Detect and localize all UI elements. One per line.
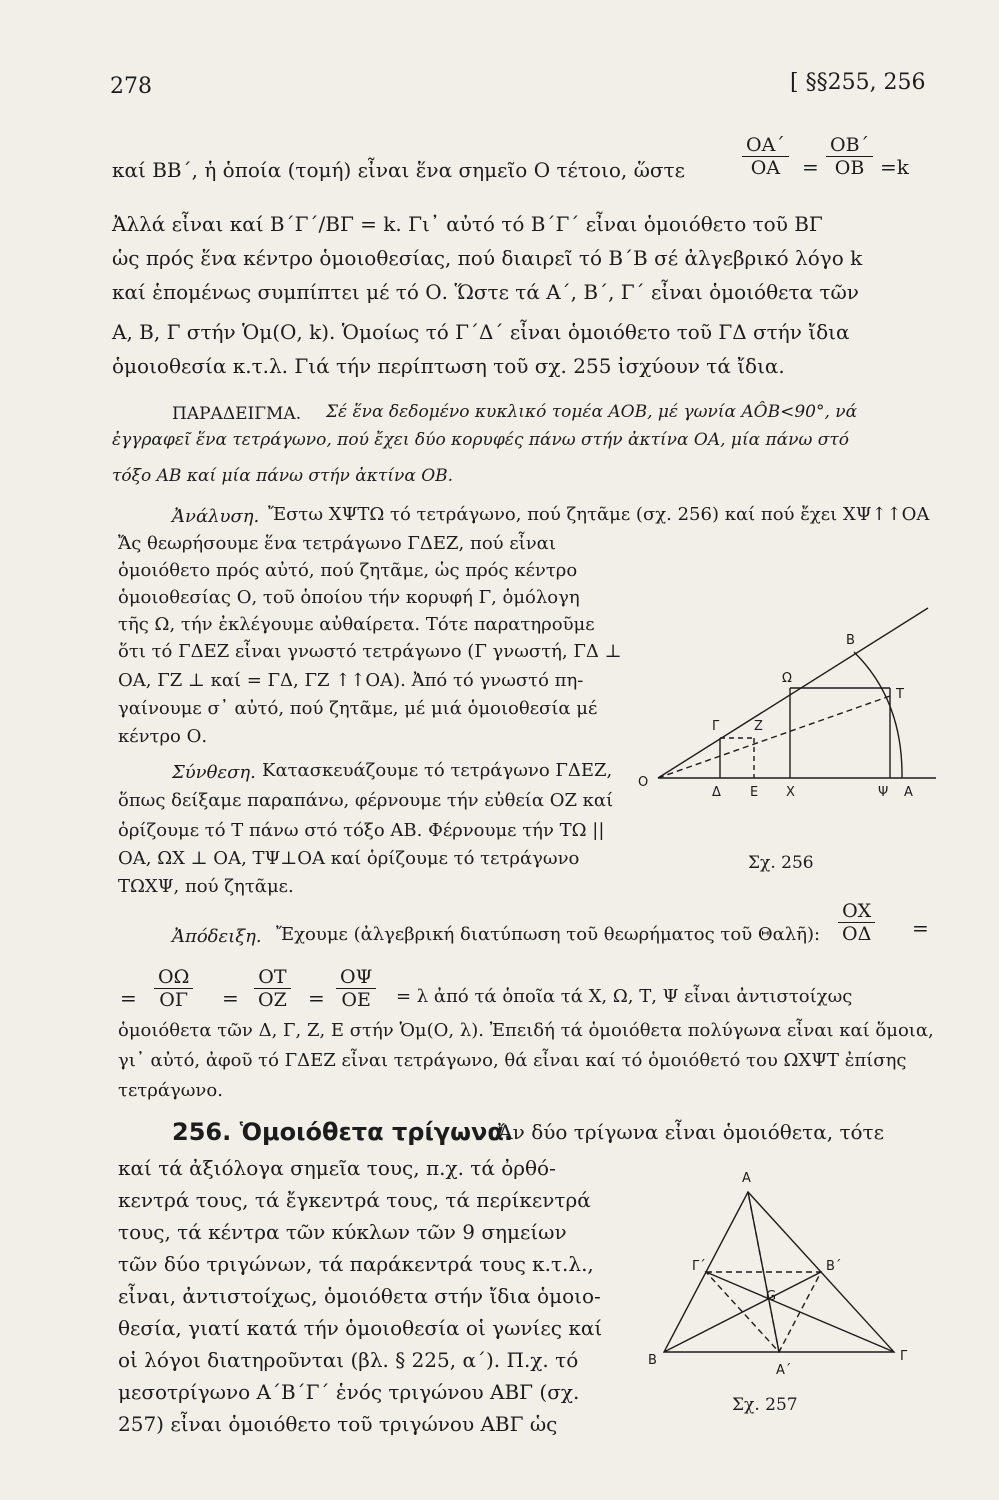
proof-label: Ἀπόδειξη. xyxy=(172,926,262,947)
label-g: Γ xyxy=(900,1349,908,1364)
synthesis-line-5: ΤΩΧΨ, πού ζητᾶμε. xyxy=(118,876,294,897)
analysis-line-9: κέντρο Ο. xyxy=(118,726,208,747)
section-256-heading: 256. Ὁμοιόθετα τρίγωνα. xyxy=(172,1118,513,1146)
section-256-line-6: εἶναι, ἀντιστοίχως, ὁμοιόθετα στήν ἴδια ὁμοιο- xyxy=(118,1284,601,1308)
top-line-5: Α, Β, Γ στήν Ὁμ(Ο, k). Ὁμοίως τό Γ΄Δ΄ εἶναι ὁμοιόθετο τοῦ ΓΔ στήν ἴδια xyxy=(112,320,850,344)
section-256-line-4: τους, τά κέντρα τῶν κύκλων τῶν 9 σημείων xyxy=(118,1220,567,1244)
example-line-1: Σέ ἕνα δεδομένο κυκλικό τομέα ΑΟΒ, μέ γωνία ΑÔΒ<90°, νά xyxy=(326,402,858,422)
equals-sign: = xyxy=(912,916,929,940)
synthesis-label: Σύνθεση. xyxy=(172,762,256,783)
top-line-2: Ἀλλά εἶναι καί Β΄Γ΄/ΒΓ = k. Γι᾽ αὐτό τό Β΄Γ΄ εἶναι ὁμοιόθετο τοῦ ΒΓ xyxy=(112,212,823,236)
section-256-line-1: Ἄν δύο τρίγωνα εἶναι ὁμοιόθετα, τότε xyxy=(498,1120,884,1144)
analysis-line-7: ΟΑ, ΓΖ ⊥ καί = ΓΔ, ΓΖ ↑↑ΟΑ). Ἀπό τό γνωστό πη- xyxy=(118,670,584,691)
line-oz xyxy=(658,696,890,778)
label-d: Δ xyxy=(712,785,721,800)
top-line-6: ὁμοιοθεσία κ.τ.λ. Γιά τήν περίπτωση τοῦ σχ. 255 ἰσχύουν τά ἴδια. xyxy=(112,354,785,378)
proof-line-4: γι᾽ αὐτό, ἀφοῦ τό ΓΔΕΖ εἶναι τετράγωνο, θά εἶναι καί τό ὁμοιόθετό του ΩΧΨΤ ἐπίσης xyxy=(118,1050,907,1071)
median-g xyxy=(706,1272,894,1352)
analysis-line-6: ὅτι τό ΓΔΕΖ εἶναι γνωστό τετράγωνο (Γ γνωστή, ΓΔ ⊥ xyxy=(118,641,622,662)
label-o: Ο xyxy=(638,775,649,790)
analysis-line-5: τῆς Ω, τήν ἐκλέγουμε αὐθαίρετα. Τότε παρατηροῦμε xyxy=(118,614,595,635)
synthesis-line-4: ΟΑ, ΩΧ ⊥ ΟΑ, ΤΨ⊥ΟΑ καί ὁρίζουμε τό τετράγωνο xyxy=(118,848,580,869)
fraction-opsi-oe: $\frac{O\Psi}{OE}$ xyxy=(336,966,376,1011)
proof-line-5: τετράγωνο. xyxy=(118,1080,223,1101)
figure-257 xyxy=(636,1160,926,1420)
label-t: Τ xyxy=(896,687,904,702)
section-256-line-8: οἱ λόγοι διατηροῦνται (βλ. § 225, α΄). Π.χ. τό xyxy=(118,1348,579,1372)
proof-line-1: Ἔχουμε (ἀλγεβρική διατύπωση τοῦ θεωρήματος τοῦ Θαλῆ): xyxy=(276,924,821,945)
radius-ob xyxy=(658,608,928,778)
example-line-3: τόξο ΑΒ καί μία πάνω στήν ἀκτίνα ΟΒ. xyxy=(112,466,454,486)
fraction-ob: $\frac{OB΄}{OB}$ xyxy=(826,134,873,179)
section-256-line-9: μεσοτρίγωνο Α΄Β΄Γ΄ ἑνός τριγώνου ΑΒΓ (σχ. xyxy=(118,1380,580,1404)
top-line-1: καί ΒΒ΄, ἡ ὁποία (τομή) εἶναι ἕνα σημεῖο Ο τέτοιο, ὥστε xyxy=(112,158,685,182)
example-line-2: ἐγγραφεῖ ἕνα τετράγωνο, πού ἔχει δύο κορυφές πάνω στήν ἀκτίνα ΟΑ, μία πάνω στό xyxy=(112,430,850,450)
analysis-line-4: ὁμοιοθεσίας Ο, τοῦ ὁποίου τήν κορυφή Γ, ὁμόλογη xyxy=(118,587,580,608)
label-a: Α xyxy=(742,1171,751,1186)
analysis-line-2: Ἄς θεωρήσουμε ἕνα τετράγωνο ΓΔΕΖ, πού εἶναι xyxy=(118,533,556,554)
label-centroid: G xyxy=(766,1289,777,1304)
section-256-line-5: τῶν δύο τριγώνων, τά παράκεντρά τους κ.τ.λ., xyxy=(118,1252,594,1276)
section-256-line-3: κεντρά τους, τά ἔγκεντρά τους, τά περίκεντρά xyxy=(118,1188,591,1212)
caption-257: Σχ. 257 xyxy=(732,1395,798,1415)
medial-triangle xyxy=(706,1272,821,1352)
arc-ab xyxy=(854,652,902,778)
page-number: 278 xyxy=(110,74,152,99)
label-a: Α xyxy=(904,785,913,800)
label-psi: Ψ xyxy=(878,785,889,800)
synthesis-line-3: ὁρίζουμε τό Τ πάνω στό τόξο ΑΒ. Φέρνουμε τήν ΤΩ || xyxy=(118,820,605,841)
fraction-oa: $\frac{OA΄}{OA}$ xyxy=(742,134,789,179)
fraction-ot-oz: $\frac{OT}{OZ}$ xyxy=(254,966,291,1011)
median-b xyxy=(664,1272,821,1352)
label-e: Ε xyxy=(750,785,759,800)
analysis-line-3: ὁμοιόθετο πρός αὐτό, πού ζητᾶμε, ὡς πρός κέντρο xyxy=(118,560,578,581)
label-x: Χ xyxy=(786,785,795,800)
label-b1: Β΄ xyxy=(826,1259,842,1274)
synthesis-line-2: ὅπως δείξαμε παραπάνω, φέρνουμε τήν εὐθεία ΟΖ καί xyxy=(118,790,614,811)
fraction-ox-od: $\frac{OX}{O\Delta}$ xyxy=(838,900,875,945)
caption-256: Σχ. 256 xyxy=(748,853,814,873)
equals-k: =k xyxy=(880,155,909,179)
analysis-line-8: γαίνουμε σ᾽ αὐτό, πού ζητᾶμε, μέ μιά ὁμοιοθεσία μέ xyxy=(118,698,598,719)
analysis-line-1: Ἔστω ΧΨΤΩ τό τετράγωνο, πού ζητᾶμε (σχ. 256) καί πού ἔχει ΧΨ↑↑ΟΑ xyxy=(268,504,930,525)
section-256-line-10: 257) εἶναι ὁμοιόθετο τοῦ τριγώνου ΑΒΓ ὡς xyxy=(118,1412,558,1436)
synthesis-line-1: Κατασκευάζουμε τό τετράγωνο ΓΔΕΖ, xyxy=(262,760,613,781)
proof-line-3: ὁμοιόθετα τῶν Δ, Γ, Ζ, Ε στήν Ὁμ(Ο, λ). Ἐπειδή τά ὁμοιόθετα πολύγωνα εἶναι καί ὅμοια, xyxy=(118,1020,934,1041)
section-256-line-2: καί τά ἀξιόλογα σημεῖα τους, π.χ. τά ὀρθό- xyxy=(118,1156,556,1180)
top-line-3: ὡς πρός ἕνα κέντρο ὁμοιοθεσίας, πού διαιρεῖ τό Β΄Β σέ ἀλγεβρικό λόγο k xyxy=(112,246,863,270)
section-256-line-7: θεσία, γιατί κατά τήν ὁμοιοθεσία οἱ γωνίες καί xyxy=(118,1316,603,1340)
label-b: Β xyxy=(846,633,855,648)
label-z: Ζ xyxy=(754,719,763,734)
analysis-label: Ἀνάλυση. xyxy=(172,506,260,527)
top-line-4: καί ἑπομένως συμπίπτει μέ τό Ο. Ὥστε τά Α΄, Β΄, Γ΄ εἶναι ὁμοιόθετα τῶν xyxy=(112,280,859,304)
label-a1: Α΄ xyxy=(776,1363,792,1378)
fraction-ow-og: $\frac{O\Omega}{O\Gamma}$ xyxy=(154,966,193,1011)
label-g: Γ xyxy=(712,719,720,734)
example-label: ΠΑΡΑΔΕΙΓΜΑ. xyxy=(172,404,302,424)
label-w: Ω xyxy=(782,671,792,686)
proof-line-2: = λ ἀπό τά ὁποῖα τά Χ, Ω, Τ, Ψ εἶναι ἀντιστοίχως xyxy=(396,986,853,1007)
label-g1: Γ΄ xyxy=(692,1259,706,1274)
section-reference: [ §§255, 256 xyxy=(790,70,926,95)
label-b: Β xyxy=(648,1353,657,1368)
figure-256 xyxy=(628,600,948,890)
